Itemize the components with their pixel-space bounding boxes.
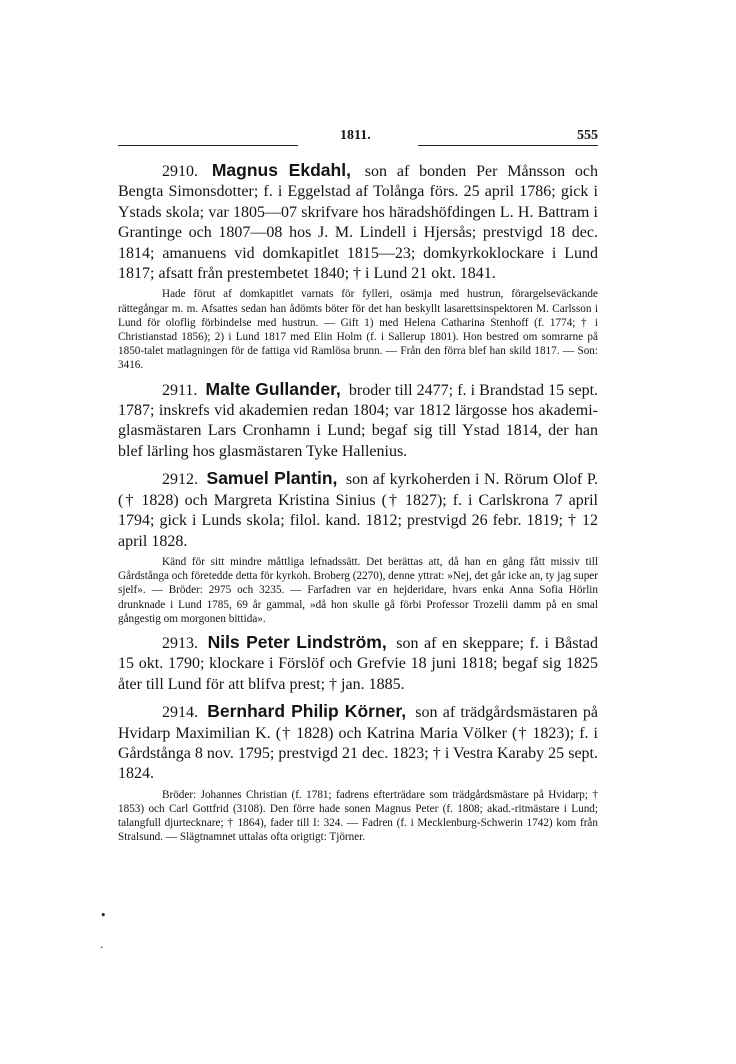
entry-main-text: [118, 379, 598, 463]
entry-number: 2912.: [162, 471, 198, 489]
entry-body: son af trädgårdsmästaren på Hvidarp Maximilian K. († 1828) och Katrina Maria Völker († 1823); f. i Gårdstånga 8 nov. 1795; prestvigd 21 dec. 1823; † i Vestra Karaby 25 sept. 1824.: [118, 704, 598, 783]
entry-name: Bernhard Philip Körner,: [207, 701, 407, 722]
entry-2911: [118, 379, 598, 463]
entry-number: 2914.: [162, 704, 198, 722]
entry-number: 2910.: [162, 163, 198, 180]
entry-name: Nils Peter Lindström,: [207, 631, 387, 652]
entry-body: son af bonden Per Månsson och Bengta Simonsdotter; f. i Eggelstad af Tolånga förs. 25 april 1786; gick i Ystads skola; var 1805—07 skrifvare hos häradshöfdingen L. H. Battram i Grantinge och 1807—08 hos J. M. Lindell i Hjersås; prestvigd 18 dec. 1814; amanuens vid domkapitlet 1815—23; domkyrkoklockare i Lund 1817; afsatt från prestembetet 1840; † i Lund 21 okt. 1841.: [118, 163, 599, 283]
entry-main-text: [118, 468, 598, 552]
entry-2912: [118, 468, 598, 626]
margin-mark: .: [100, 938, 104, 951]
entry-name: Malte Gullander,: [205, 378, 341, 399]
header-rule-left: [118, 145, 298, 146]
entry-main-text: [118, 701, 598, 785]
entry-number: 2911.: [162, 381, 198, 399]
entry-main-text: [118, 632, 598, 695]
page-number: 555: [577, 128, 598, 143]
running-head-year: 1811.: [340, 128, 371, 143]
entry-name: Samuel Plantin,: [206, 468, 338, 489]
entry-note: Bröder: Johannes Christian (f. 1781; fadrens efterträdare som trädgårdsmästare på Hvidarp; † 1853) och Carl Gottfrid (3108). Den förre hade sonen Magnus Peter (f. 1808; akad.-ritmästare i Lund; talangfull djurtecknare; † 1864), fader till I: 324. — Fadren (f. i Mecklenburg-Schwerin 1742) kom från Stralsund. — Slägtnamnet uttalas ofta origtigt: Tjörner.: [118, 788, 598, 844]
entry-note: Känd för sitt mindre måttliga lefnadssätt. Det berättas att, då han en gång fått missiv till Gårdstånga och företedde detta för kyrkoh. Broberg (2270), denne yttrat: »Nej, det går icke an, ty jag super sjelf». — Bröder: 2975 och 3235. — Farfadren var en hejderidare, hvars enka Anna Sofia Hörlin drunknade i Lund 1785, 69 år gammal, »då hon skulle gå förbi Professor Trozelii damm på en smal gångestig om morgonen bittida».: [118, 555, 598, 625]
entry-2914: [118, 701, 598, 844]
entry-name: Magnus Ekdahl,: [211, 160, 351, 180]
entry-body: son af en skeppare; f. i Båstad 15 okt. 1790; klockare i Förslöf och Grefvie 18 juni 1818; begaf sig 1825 åter till Lund för att blifva prest; † jan. 1885.: [118, 634, 599, 693]
entry-2910: [118, 160, 598, 373]
page-header: [118, 124, 598, 150]
margin-mark: •: [100, 909, 107, 922]
entry-body: son af kyrkoherden i N. Rörum Olof P. († 1828) och Margreta Kristina Sinius († 1827); f. i Carlskrona 7 april 1794; gick i Lunds skola; filol. kand. 1812; prestvigd 26 febr. 1819; † 12 april 1828.: [118, 471, 599, 550]
header-rule-right: [418, 145, 598, 146]
entry-number: 2913.: [162, 634, 198, 652]
biography-entries: [118, 160, 598, 851]
entry-2913: [118, 632, 598, 695]
entry-body: broder till 2477; f. i Brandstad 15 sept. 1787; inskrefs vid akademien redan 1804; var 1812 lärgosse hos akademi-glasmästaren Lars Cronhamn i Lund; begaf sig till Ystad 1814, der han blef lärling hos glasmästaren Tyke Hallenius.: [118, 381, 599, 460]
entry-note: Hade förut af domkapitlet varnats för fylleri, osämja med hustrun, förargelseväckande rättegångar m. m. Afsattes sedan han ådömts böter för det han beskyllt lasarettsinspektoren M. Carlsson i Lund för oloflig förbindelse med hustrun. — Gift 1) med Helena Catharina Stenhoff (f. 1774; † i Christianstad 1856); 2) i Lund 1817 med Elin Holm (f. i Sallerup 1801). Hon bestred om somrarne på 1850-talet matlagningen för de fattiga vid Ramlösa brunn. — Från den förra blef han skild 1817. — Son: 3416.: [118, 288, 598, 372]
entry-main-text: [118, 160, 598, 284]
